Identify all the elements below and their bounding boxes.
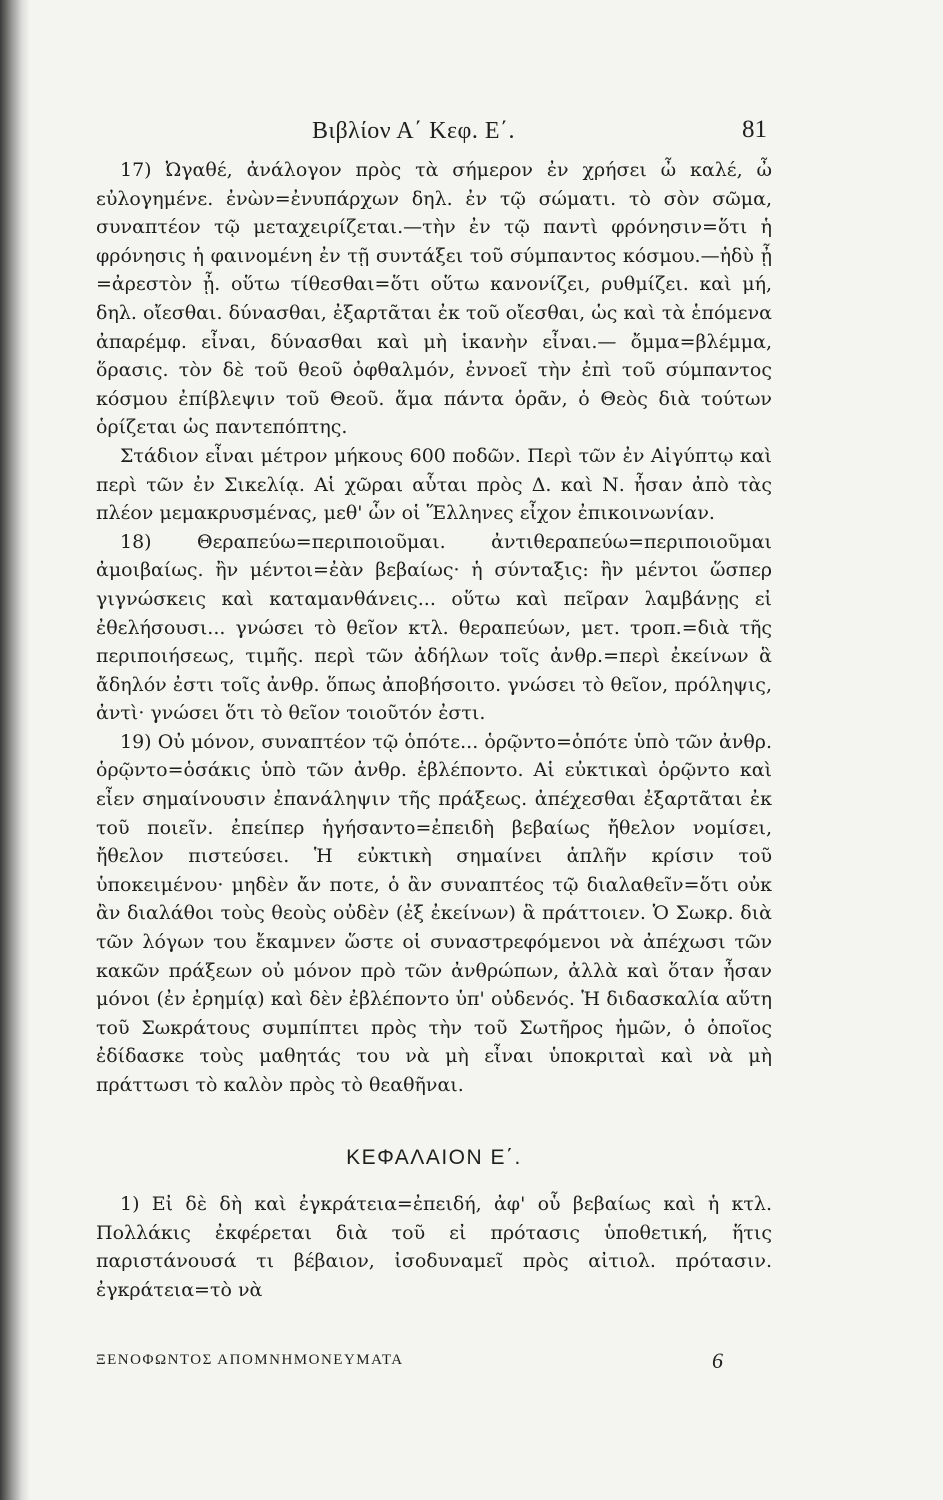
signature-mark: 6 — [712, 1348, 723, 1373]
commentary-text — [96, 156, 772, 1305]
page-number: 81 — [742, 116, 767, 143]
page-header — [0, 112, 943, 152]
book-title: ΞΕΝΟΦΩΝΤΟΣ ΑΠΟΜΝΗΜΟΝΕΥΜΑΤΑ — [96, 1352, 404, 1368]
note-19-paragraph: 19) Οὐ μόνον, συναπτέον τῷ ὁπότε... ὁρῷντο=ὁπότε ὑπὸ τῶν ἀνθρ. ὁρῷντο=ὁσάκις ὑπὸ τῶν ἀνθρ. ἐβλέποντο. Αἱ εὐκτικαὶ ὁρῷντο καὶ εἶεν σημαίνουσιν ἐπανάληψιν τῆς πράξεως. ἀπέχεσθαι ἐξαρτᾶται ἐκ τοῦ ποιεῖν. ἐπείπερ ἡγήσαντο=ἐπειδὴ βεβαίως ἤθελον νομίσει, ἤθελον πιστεύσει. Ἡ εὐκτικὴ σημαίνει ἁπλῆν κρίσιν τοῦ ὑποκειμένου· μηδὲν ἄν ποτε, ὁ ἂν συναπτέος τῷ διαλαθεῖν=ὅτι οὐκ ἂν διαλάθοι τοὺς θεοὺς οὐδὲν (ἐξ ἐκείνων) ἃ πράττοιεν. Ὁ Σωκρ. διὰ τῶν λόγων του ἔκαμνεν ὥστε οἱ συναστρεφόμενοι νὰ ἀπέχωσι τῶν κακῶν πράξεων οὐ μόνον πρὸ τῶν ἀνθρώπων, ἀλλὰ καὶ ὅταν ἦσαν μόνοι (ἐν ἐρημίᾳ) καὶ δὲν ἐβλέποντο ὑπ' οὐδενός. Ἡ διδασκαλία αὕτη τοῦ Σωκράτους συμπίπτει πρὸς τὴν τοῦ Σωτῆρος ἡμῶν, ὁ ὁποῖος ἐδίδασκε τοὺς μαθητάς του νὰ μὴ εἶναι ὑποκριταὶ καὶ νὰ μὴ πράττωσι τὸ καλὸν πρὸς τὸ θεαθῆναι. — [96, 730, 772, 1096]
chapter-note-1-paragraph: 1) Εἰ δὲ δὴ καὶ ἐγκράτεια=ἐπειδή, ἀφ' οὗ βεβαίως καὶ ἡ κτλ. Πολλάκις ἐκφέρεται διὰ τοῦ εἰ πρότασις ὑποθετική, ἥτις παριστάνουσά τι βέβαιον, ἰσοδυναμεῖ πρὸς αἰτιολ. πρότασιν. ἐγκράτεια=τὸ νὰ — [96, 1193, 772, 1301]
note-17-paragraph: 17) Ὠγαθέ, ἀνάλογον πρὸς τὰ σήμερον ἐν χρήσει ὦ καλέ, ὦ εὐλογημένε. ἐνὼν=ἐνυπάρχων δηλ. ἐν τῷ σώματι. τὸ σὸν σῶμα, συναπτέον τῷ μεταχειρίζεται.—τὴν ἐν τῷ παντὶ φρόνησιν=ὅτι ἡ φρόνησις ἡ φαινομένη ἐν τῇ συντάξει τοῦ σύμπαντος κόσμου.—ἡδὺ ᾖ =ἀρεστὸν ᾖ. οὕτω τίθεσθαι=ὅτι οὕτω κανονίζει, ρυθμίζει. καὶ μή, δηλ. οἴεσθαι. δύνασθαι, ἐξαρτᾶται ἐκ τοῦ οἴεσθαι, ὡς καὶ τὰ ἑπόμενα ἀπαρέμφ. εἶναι, δύνασθαι καὶ μὴ ἱκανὴν εἶναι.— ὄμμα=βλέμμα, ὅρασις. τὸν δὲ τοῦ θεοῦ ὀφθαλμόν, ἐννοεῖ τὴν ἐπὶ τοῦ σύμπαντος κόσμου ἐπίβλεψιν τοῦ Θεοῦ. ἅμα πάντα ὁρᾶν, ὁ Θεὸς διὰ τούτων ὁρίζεται ὡς παντεπόπτης. — [96, 159, 772, 439]
running-head: Βιβλίον Α΄ Κεφ. Ε΄. — [312, 118, 516, 144]
binding-edge — [0, 0, 30, 1500]
stadion-paragraph: Στάδιον εἶναι μέτρον μήκους 600 ποδῶν. Περὶ τῶν ἐν Αἰγύπτῳ καὶ περὶ τῶν ἐν Σικελίᾳ. Αἱ χῶραι αὗται πρὸς Δ. καὶ Ν. ἦσαν ἀπὸ τὰς πλέον μεμακρυσμένας, μεθ' ὧν οἱ Ἕλληνες εἶχον ἐπικοινωνίαν. — [96, 444, 772, 525]
note-18-paragraph: 18) Θεραπεύω=περιποιοῦμαι. ἀντιθεραπεύω=περιποιοῦμαι ἀμοιβαίως. ἢν μέντοι=ἐὰν βεβαίως· ἡ σύνταξις: ἢν μέντοι ὥσπερ γιγνώσκεις καὶ καταμανθάνεις... οὕτω καὶ πεῖραν λαμβάνῃς εἰ ἐθελήσουσι... γνώσει τὸ θεῖον κτλ. θεραπεύων, μετ. τροπ.=διὰ τῆς περιποιήσεως, τιμῆς. περὶ τῶν ἀδήλων τοῖς ἀνθρ.=περὶ ἐκείνων ἃ ἄδηλόν ἐστι τοῖς ἀνθρ. ὅπως ἀποβήσοιτο. γνώσει τὸ θεῖον, πρόληψις, ἀντὶ· γνώσει ὅτι τὸ θεῖον τοιοῦτόν ἐστι. — [96, 530, 772, 725]
chapter-heading: ΚΕΦΑΛΑΙΟΝ Ε΄. — [346, 1145, 522, 1169]
page-footer — [0, 1348, 943, 1378]
